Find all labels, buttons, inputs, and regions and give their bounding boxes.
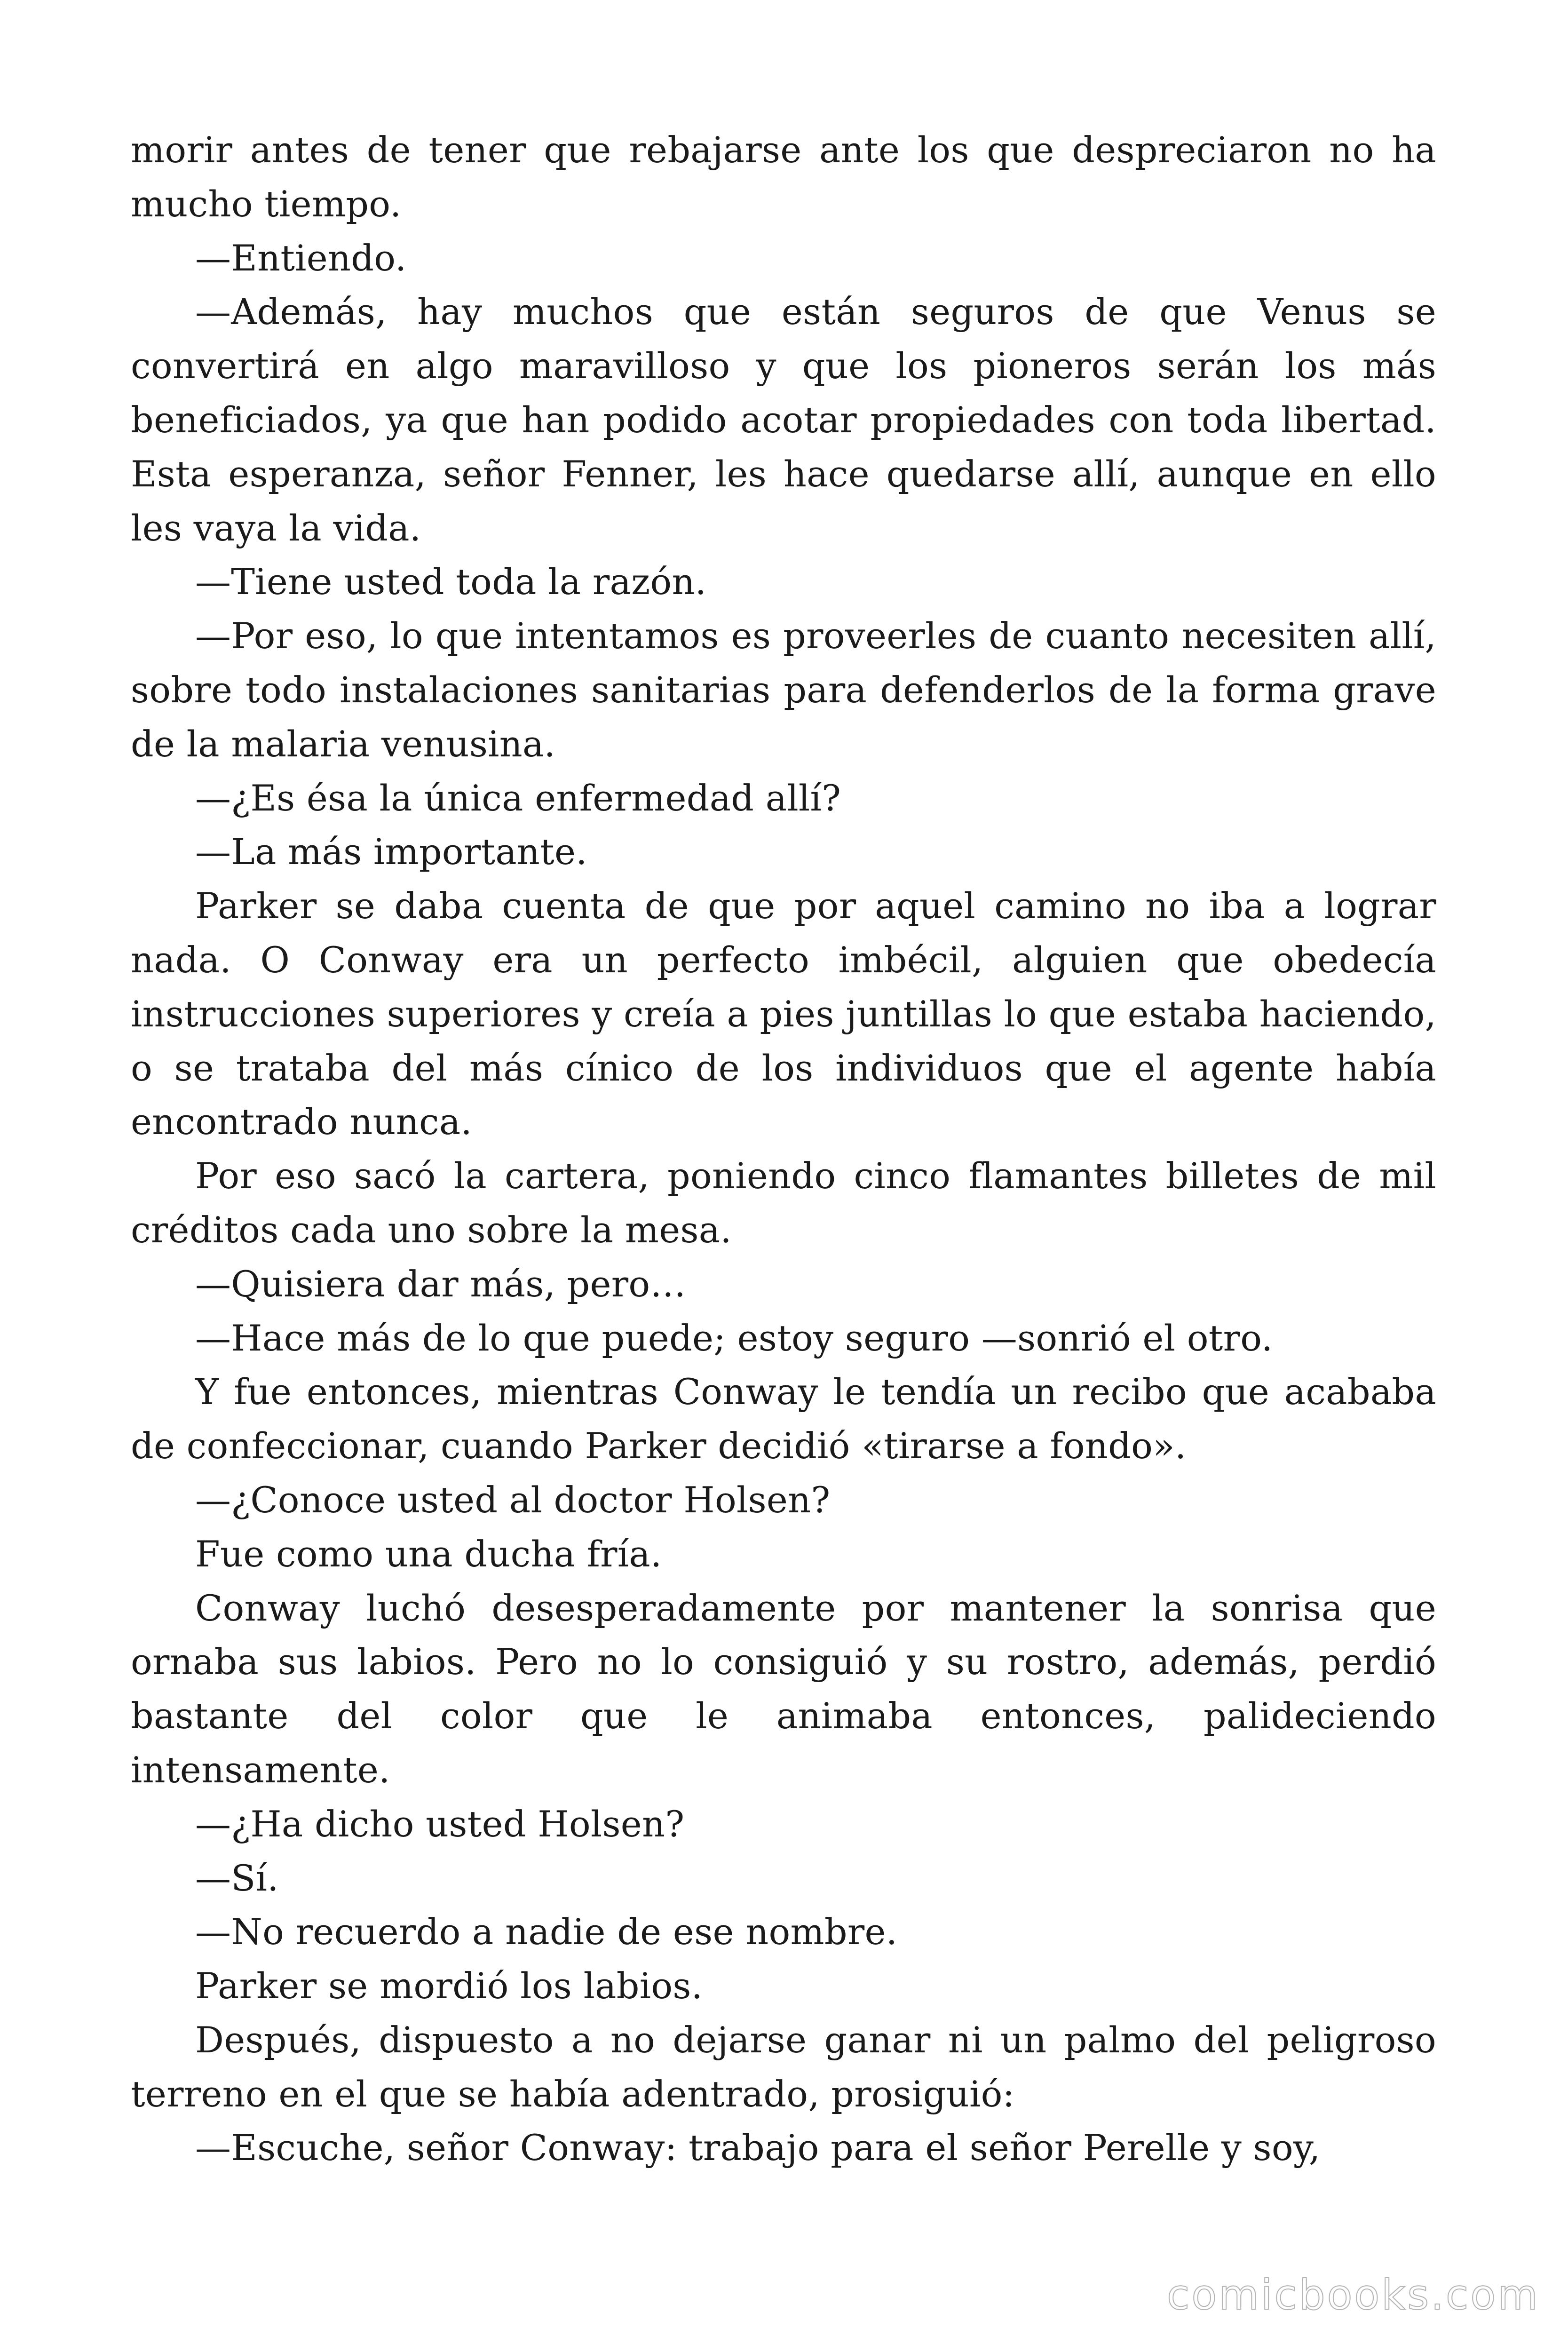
paragraph-21: —Escuche, señor Conway: trabajo para el señor Perelle y soy, <box>195 2127 1321 2169</box>
paragraph-13: —¿Conoce usted al doctor Holsen? <box>195 1478 831 1521</box>
paragraph-7: —La más importante. <box>195 831 587 873</box>
paragraph-10: —Quisiera dar más, pero… <box>195 1263 686 1305</box>
paragraph-14: Fue como una ducha fría. <box>195 1533 662 1575</box>
paragraph-5: —Por eso, lo que intentamos es proveerles de cuanto necesiten allí, sobre todo instalaciones sanitarias para defenderlos de la forma grave de la malaria venusina. <box>131 615 1436 765</box>
paragraph-8: Parker se daba cuenta de que por aquel camino no iba a lograr nada. O Conway era un perfecto imbécil, alguien que obedecía instrucciones superiores y creía a pies juntillas lo que estaba haciendo, o se trataba del más cínico de los individuos que el agente había encontrado nunca. <box>131 885 1436 1143</box>
paragraph-19: Parker se mordió los labios. <box>195 1965 703 2007</box>
paragraph-1: morir antes de tener que rebajarse ante los que despreciaron no ha mucho tiempo. <box>131 129 1436 225</box>
book-page-text <box>131 123 1436 2175</box>
paragraph-16: —¿Ha dicho usted Holsen? <box>195 1803 685 1845</box>
paragraph-15: Conway luchó desesperadamente por mantener la sonrisa que ornaba sus labios. Pero no lo consiguió y su rostro, además, perdió bastante del color que le animaba entonces, palideciendo intensamente. <box>131 1587 1436 1791</box>
paragraph-12: Y fue entonces, mientras Conway le tendía un recibo que acababa de confeccionar, cuando Parker decidió «tirarse a fondo». <box>131 1371 1436 1467</box>
paragraph-20: Después, dispuesto a no dejarse ganar ni un palmo del peligroso terreno en el que se había adentrado, prosiguió: <box>131 2018 1436 2115</box>
paragraph-4: —Tiene usted toda la razón. <box>195 561 707 603</box>
watermark-text: comicbooks.com <box>1166 2271 1540 2319</box>
paragraph-17: —Sí. <box>195 1857 279 1899</box>
paragraph-18: —No recuerdo a nadie de ese nombre. <box>195 1911 898 1953</box>
paragraph-6: —¿Es ésa la única enfermedad allí? <box>195 777 841 819</box>
paragraph-3: —Además, hay muchos que están seguros de que Venus se convertirá en algo maravilloso y que los pioneros serán los más beneficiados, ya que han podido acotar propiedades con toda libertad. Esta esperanza, señor Fenner, les hace quedarse allí, aunque en ello les vaya la vida. <box>131 291 1436 549</box>
paragraph-2: —Entiendo. <box>195 237 407 279</box>
paragraph-11: —Hace más de lo que puede; estoy seguro —sonrió el otro. <box>195 1317 1273 1359</box>
paragraph-9: Por eso sacó la cartera, poniendo cinco flamantes billetes de mil créditos cada uno sobre la mesa. <box>131 1155 1436 1251</box>
